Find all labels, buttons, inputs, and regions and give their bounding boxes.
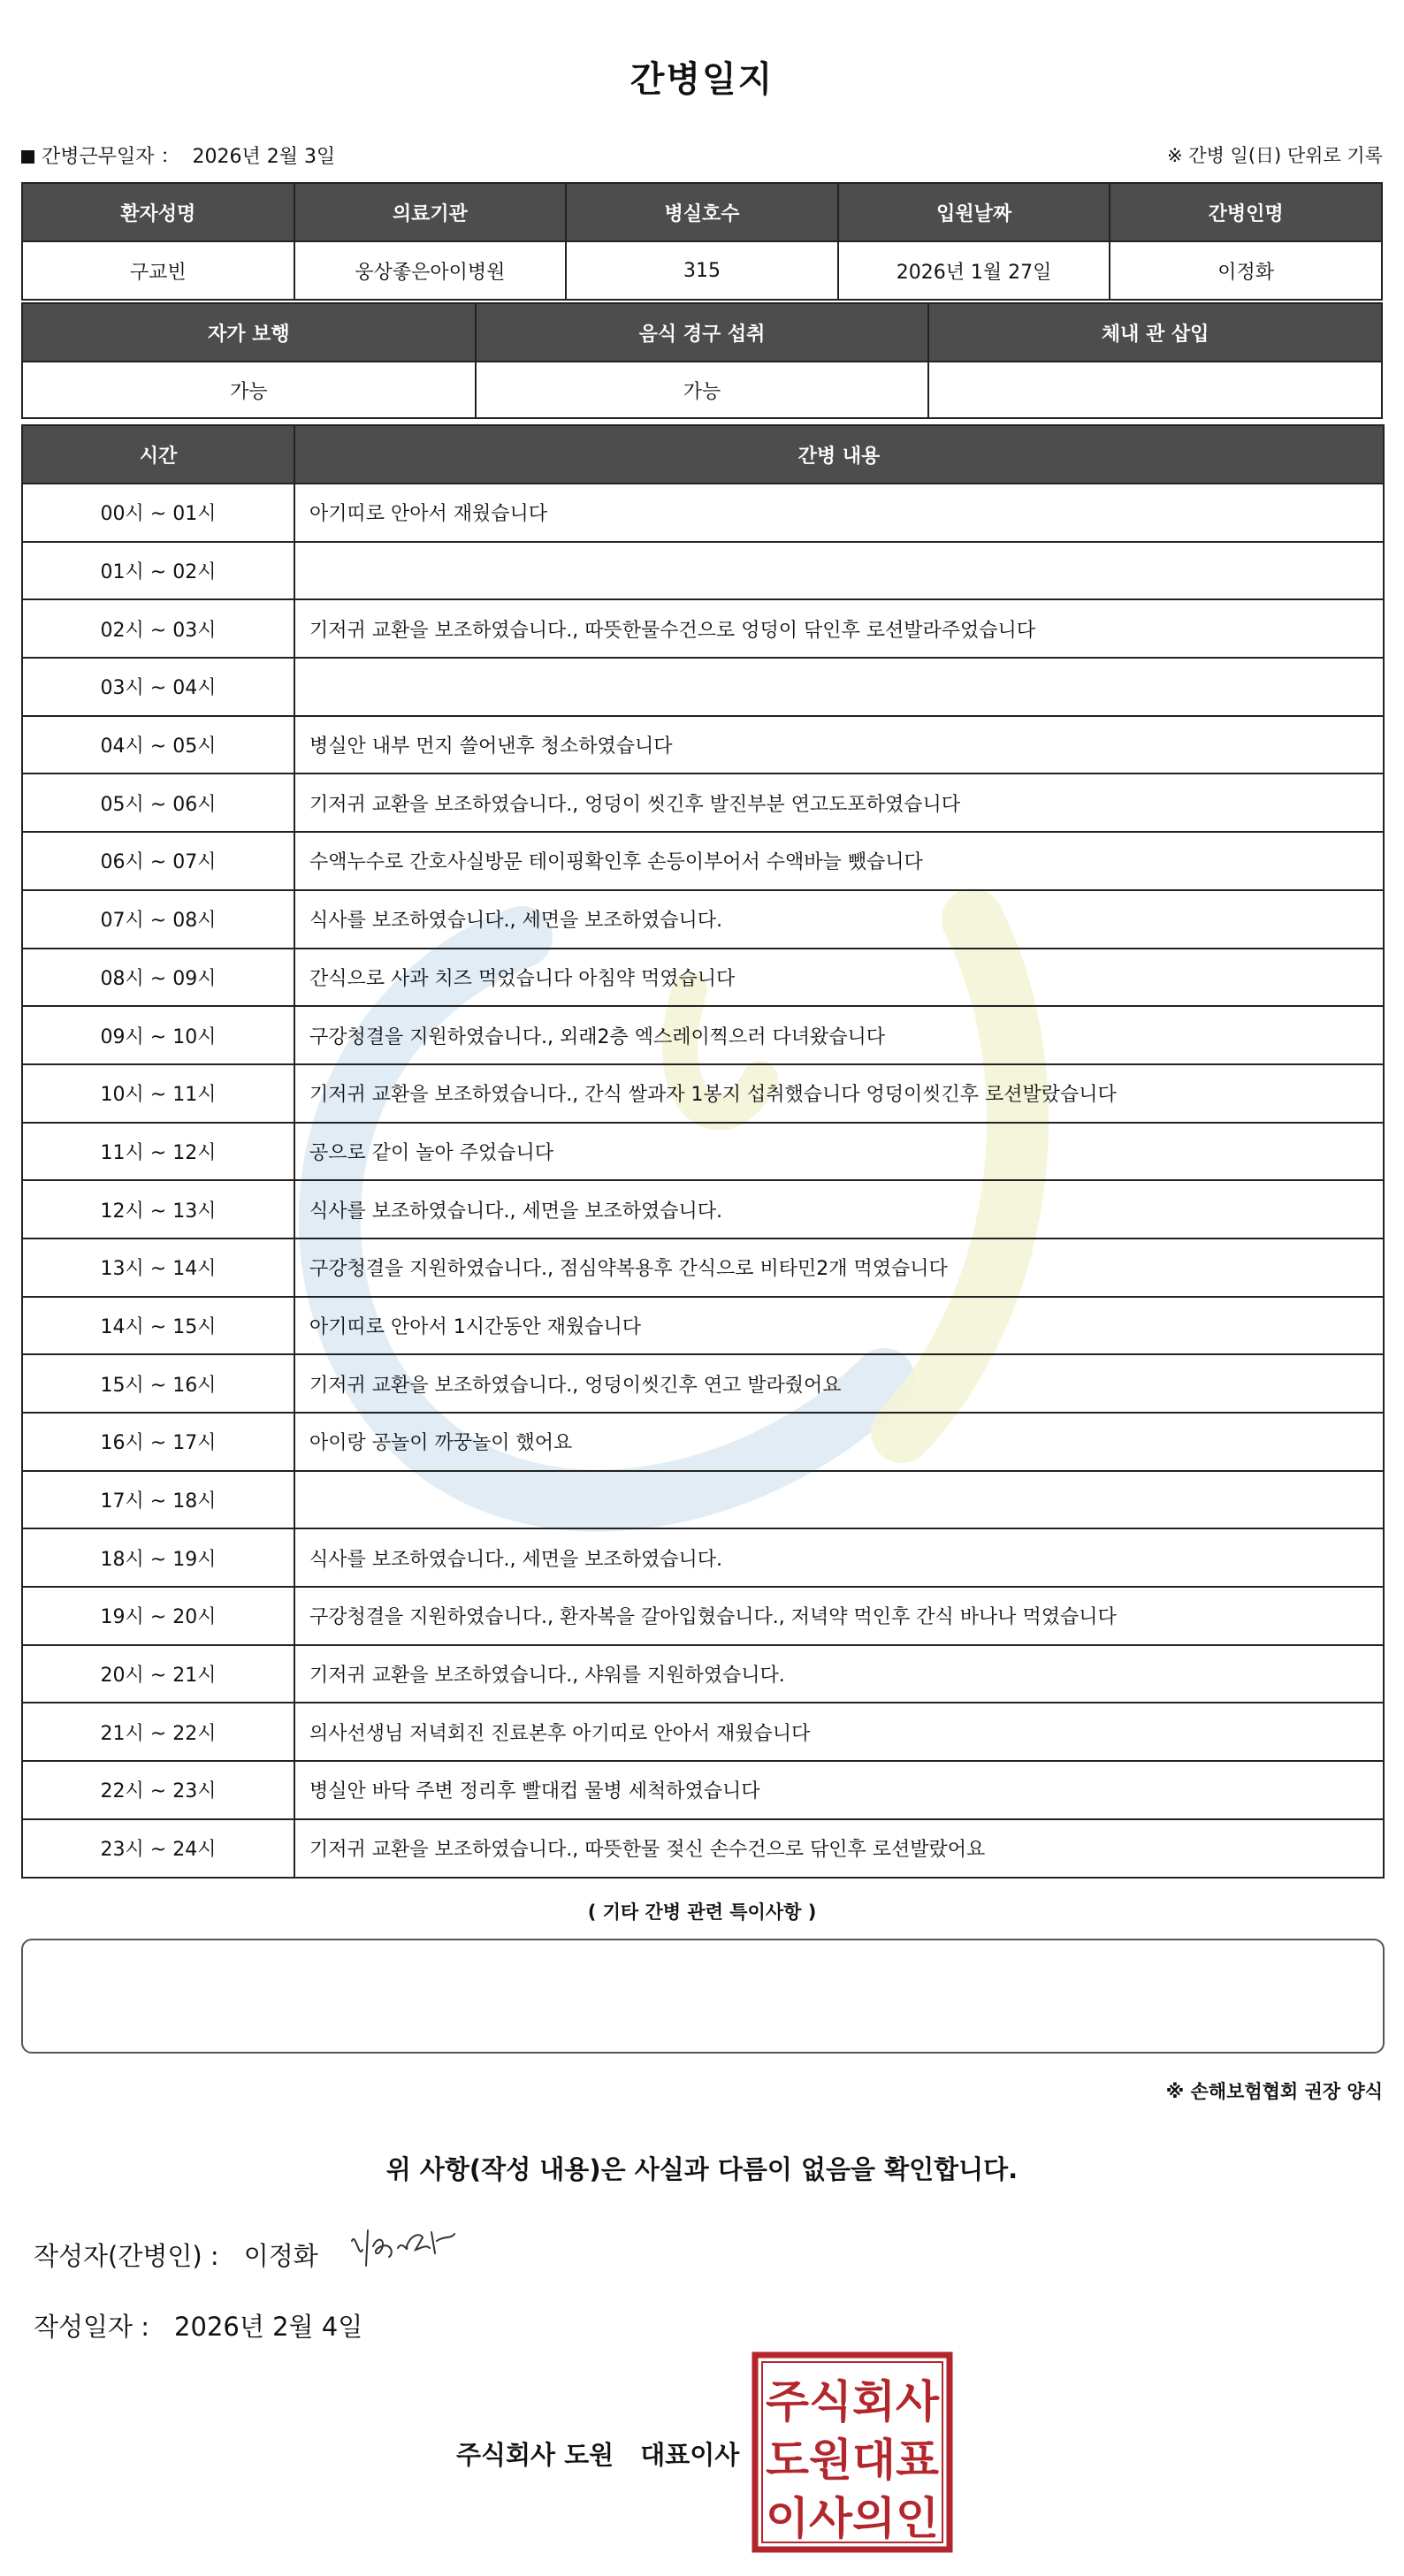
time-cell: 21시 ~ 22시 [22, 1703, 294, 1761]
time-cell: 09시 ~ 10시 [22, 1006, 294, 1064]
association-note: ※ 손해보험협회 권장 양식 [1165, 2081, 1383, 2102]
time-cell: 16시 ~ 17시 [22, 1413, 294, 1471]
header-time: 시간 [22, 425, 294, 484]
content-cell: 구강청결을 지원하였습니다., 외래2층 엑스레이찍으러 다녀왔습니다 [294, 1006, 1384, 1064]
bullet-square-icon [21, 150, 34, 164]
table-row [22, 1413, 1384, 1471]
write-date-label: 작성일자 : [34, 2312, 150, 2342]
content-cell: 기저귀 교환을 보조하였습니다., 엉덩이 씻긴후 발진부분 연고도포하였습니다 [294, 774, 1384, 832]
table-row [22, 1703, 1384, 1761]
time-cell: 15시 ~ 16시 [22, 1354, 294, 1413]
header-care-content: 간병 내용 [294, 425, 1384, 484]
oral-intake-value: 가능 [476, 362, 929, 418]
patient-info-table [21, 182, 1383, 301]
table-row [22, 658, 1384, 716]
time-cell: 19시 ~ 20시 [22, 1587, 294, 1645]
time-cell: 01시 ~ 02시 [22, 542, 294, 600]
content-cell [294, 658, 1384, 716]
document-title: 간병일지 [630, 59, 774, 100]
caregiver-name: 이정화 [1110, 241, 1382, 300]
table-row [22, 716, 1384, 774]
svg-text:이사의인: 이사의인 [766, 2493, 939, 2544]
time-cell: 10시 ~ 11시 [22, 1064, 294, 1123]
time-cell: 06시 ~ 07시 [22, 832, 294, 890]
table-row [22, 599, 1384, 658]
time-cell: 07시 ~ 08시 [22, 890, 294, 949]
work-date-line [21, 141, 335, 169]
table-row [22, 774, 1384, 832]
content-cell: 기저귀 교환을 보조하였습니다., 따뜻한물수건으로 엉덩이 닦인후 로션발라주었습니다 [294, 599, 1384, 658]
header-caregiver: 간병인명 [1110, 183, 1382, 241]
confirmation-statement: 위 사항(작성 내용)은 사실과 다름이 없음을 확인합니다. [385, 2154, 1019, 2184]
content-cell: 아이랑 공놀이 까꿍놀이 했어요 [294, 1413, 1384, 1471]
time-cell: 08시 ~ 09시 [22, 949, 294, 1007]
time-cell: 04시 ~ 05시 [22, 716, 294, 774]
content-cell: 의사선생님 저녁회진 진료본후 아기띠로 안아서 재웠습니다 [294, 1703, 1384, 1761]
write-date-value: 2026년 2월 4일 [174, 2312, 363, 2342]
table-row [22, 1761, 1384, 1819]
table-row [22, 1528, 1384, 1587]
content-cell: 구강청결을 지원하였습니다., 점심약복용후 간식으로 비타민2개 먹였습니다 [294, 1238, 1384, 1297]
time-cell: 17시 ~ 18시 [22, 1471, 294, 1529]
time-cell: 05시 ~ 06시 [22, 774, 294, 832]
table-row [22, 1471, 1384, 1529]
company-name: 주식회사 도원 [456, 2440, 614, 2470]
admission-date: 2026년 1월 27일 [838, 241, 1110, 300]
content-cell: 수액누수로 간호사실방문 테이핑확인후 손등이부어서 수액바늘 뺐습니다 [294, 832, 1384, 890]
company-line [456, 2435, 739, 2472]
time-cell: 14시 ~ 15시 [22, 1297, 294, 1355]
table-row [22, 1587, 1384, 1645]
company-seal [752, 2351, 953, 2553]
writer-line [34, 2237, 318, 2273]
content-cell: 병실안 바닥 주변 정리후 빨대컵 물병 세척하였습니다 [294, 1761, 1384, 1819]
header-hospital: 의료기관 [294, 183, 567, 241]
table-row [22, 1819, 1384, 1878]
room-number: 315 [566, 241, 838, 300]
time-cell: 03시 ~ 04시 [22, 658, 294, 716]
content-cell: 구강청결을 지원하였습니다., 환자복을 갈아입혔습니다., 저녁약 먹인후 간식 바나나 먹였습니다 [294, 1587, 1384, 1645]
content-cell: 기저귀 교환을 보조하였습니다., 샤워를 지원하였습니다. [294, 1645, 1384, 1703]
patient-header-row [22, 183, 1382, 241]
content-cell: 식사를 보조하였습니다., 세면을 보조하였습니다. [294, 1180, 1384, 1238]
care-log-table [21, 424, 1385, 1879]
content-cell: 아기띠로 안아서 재웠습니다 [294, 484, 1384, 542]
self-walking-value: 가능 [22, 362, 476, 418]
status-value-row [22, 362, 1382, 418]
time-cell: 13시 ~ 14시 [22, 1238, 294, 1297]
time-cell: 23시 ~ 24시 [22, 1819, 294, 1878]
table-row [22, 1180, 1384, 1238]
table-row [22, 1123, 1384, 1181]
work-date-label: 간병근무일자 ： [42, 146, 180, 168]
remarks-title: ( 기타 간병 관련 특이사항 ) [587, 1902, 817, 1923]
writer-label: 작성자(간병인) : [34, 2241, 219, 2271]
header-tube-insertion: 체내 관 삽입 [928, 303, 1382, 362]
patient-value-row [22, 241, 1382, 300]
content-cell: 기저귀 교환을 보조하였습니다., 따뜻한물 젖신 손수건으로 닦인후 로션발랐어요 [294, 1819, 1384, 1878]
table-row [22, 1354, 1384, 1413]
time-cell: 20시 ~ 21시 [22, 1645, 294, 1703]
status-header-row [22, 303, 1382, 362]
time-cell: 12시 ~ 13시 [22, 1180, 294, 1238]
header-self-walking: 자가 보행 [22, 303, 476, 362]
header-room: 병실호수 [566, 183, 838, 241]
table-row [22, 1064, 1384, 1123]
svg-text:주식회사: 주식회사 [766, 2376, 940, 2427]
content-cell: 공으로 같이 놀아 주었습니다 [294, 1123, 1384, 1181]
unit-note: ※ 간병 일(日) 단위로 기록 [1167, 145, 1383, 166]
content-cell: 간식으로 사과 치즈 먹었습니다 아침약 먹였습니다 [294, 949, 1384, 1007]
header-patient-name: 환자성명 [22, 183, 294, 241]
table-row [22, 890, 1384, 949]
content-cell: 식사를 보조하였습니다., 세면을 보조하였습니다. [294, 1528, 1384, 1587]
content-cell [294, 542, 1384, 600]
table-row [22, 542, 1384, 600]
time-cell: 18시 ~ 19시 [22, 1528, 294, 1587]
handwritten-signature [345, 2214, 477, 2276]
write-date-line [34, 2307, 362, 2344]
time-cell: 22시 ~ 23시 [22, 1761, 294, 1819]
time-cell: 02시 ~ 03시 [22, 599, 294, 658]
work-date-value: 2026년 2월 3일 [192, 146, 336, 168]
time-cell: 00시 ~ 01시 [22, 484, 294, 542]
ceo-label: 대표이사 [640, 2440, 740, 2470]
table-row [22, 949, 1384, 1007]
tube-insertion-value [928, 362, 1382, 418]
content-cell [294, 1471, 1384, 1529]
table-row [22, 1006, 1384, 1064]
care-log-header-row [22, 425, 1384, 484]
remarks-box [21, 1939, 1385, 2054]
svg-text:도원대표: 도원대표 [766, 2435, 940, 2486]
table-row [22, 1238, 1384, 1297]
content-cell: 병실안 내부 먼지 쓸어낸후 청소하였습니다 [294, 716, 1384, 774]
content-cell: 아기띠로 안아서 1시간동안 재웠습니다 [294, 1297, 1384, 1355]
writer-name: 이정화 [243, 2241, 318, 2271]
patient-name: 구교빈 [22, 241, 294, 300]
table-row [22, 1297, 1384, 1355]
time-cell: 11시 ~ 12시 [22, 1123, 294, 1181]
table-row [22, 484, 1384, 542]
content-cell: 기저귀 교환을 보조하였습니다., 엉덩이씻긴후 연고 발라줬어요 [294, 1354, 1384, 1413]
content-cell: 기저귀 교환을 보조하였습니다., 간식 쌀과자 1봉지 섭취했습니다 엉덩이씻긴후 로션발랐습니다 [294, 1064, 1384, 1123]
hospital-name: 웅상좋은아이병원 [294, 241, 567, 300]
table-row [22, 832, 1384, 890]
table-row [22, 1645, 1384, 1703]
header-oral-intake: 음식 경구 섭취 [476, 303, 929, 362]
content-cell: 식사를 보조하였습니다., 세면을 보조하였습니다. [294, 890, 1384, 949]
header-admission-date: 입원날짜 [838, 183, 1110, 241]
status-table [21, 302, 1383, 419]
